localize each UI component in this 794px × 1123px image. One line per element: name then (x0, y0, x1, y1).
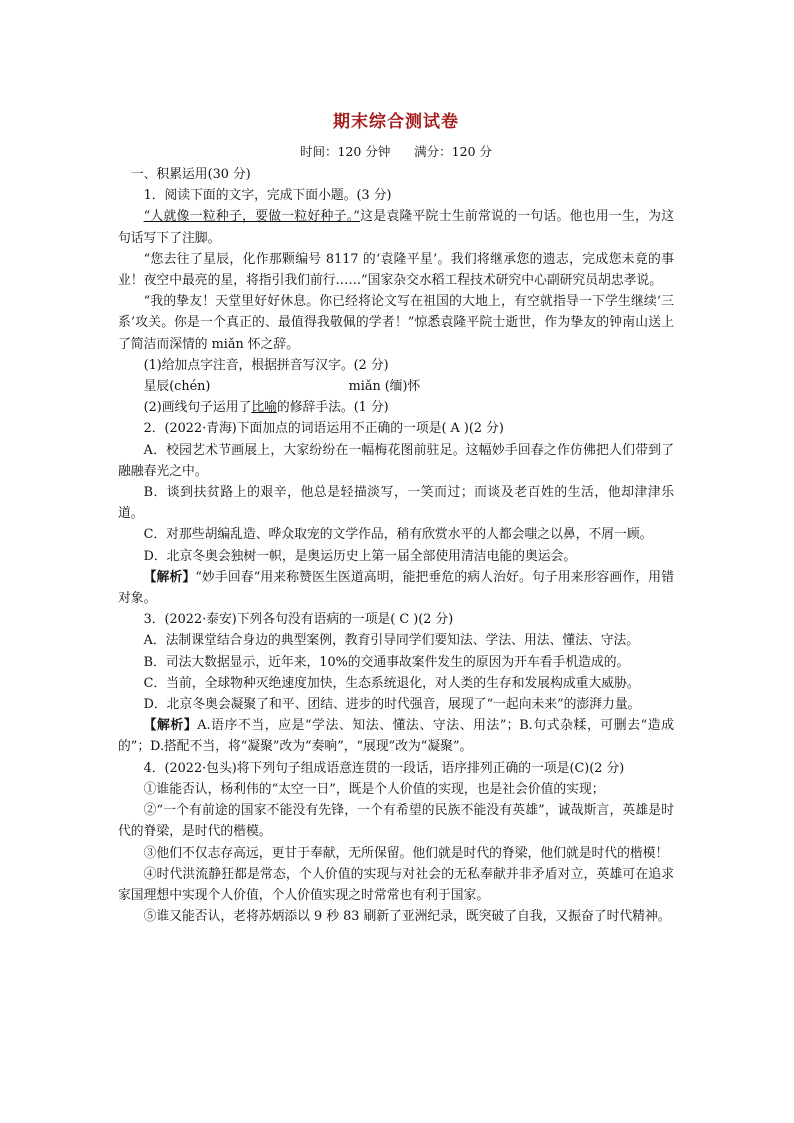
analysis-text: “妙手回春”用来称赞医生医道高明，能把垂危的病人治好。句子用来形容画作，用错对象。 (118, 569, 674, 607)
sub-question-text: (2)画线句子运用了 (143, 400, 252, 416)
underlined-sentence: “人就像一粒种子，要做一粒好种子。” (143, 209, 360, 225)
q2-option-c: C．对那些胡编乱造、哗众取宠的文学作品，稍有欣赏水平的人都会嗤之以鼻，不屑一顾。 (143, 527, 653, 543)
q2-option-a: A．校园艺术节画展上，大家纷纷在一幅梅花图前驻足。这幅妙手回春之作仿佛把人们带到了融融春光之中。 (118, 442, 674, 479)
q3-option-b: B．司法大数据显示，近年来，10%的交通事故案件发生的原因为开车看手机造成的。 (143, 654, 630, 670)
section-heading: 一、积累运用(30 分) (130, 167, 251, 182)
analysis-label: 【解析】 (143, 718, 198, 734)
q1-sub-question-1: (1)给加点字注音，根据拼音写汉字。(2 分) (143, 357, 389, 373)
q1-sub-answers (118, 376, 674, 397)
exam-meta (118, 142, 674, 160)
q1-stem: 1．阅读下面的文字，完成下面小题。(3 分) (143, 188, 392, 204)
q4-sentence-1: ①谁能否认，杨利伟的“太空一日”，既是个人价值的实现，也是社会价值的实现； (143, 781, 605, 797)
q3-analysis (118, 715, 674, 757)
page-title: 期末综合测试卷 (333, 112, 459, 132)
q1-paragraph-3: “我的挚友！天堂里好好休息。你已经将论文写在祖国的大地上，有空就指导一下学生继续‘三系’攻关。你是一个真正的、最值得我敬佩的学者！”惊悉袁隆平院士逝世，作为挚友的钟南山送上了简洁而深情的 miǎn 怀之辞。 (118, 294, 674, 352)
q3-option-d: D．北京冬奥会凝聚了和平、团结、进步的时代强音，展现了“一起向未来”的澎湃力量。 (143, 697, 641, 713)
answer-chen: 星辰(chén) (143, 379, 211, 395)
q2-option-d: D．北京冬奥会独树一帜，是奥运历史上第一届全部使用清洁电能的奥运会。 (143, 548, 577, 564)
full-score: 满分：120 分 (414, 144, 493, 159)
q4-sentence-3: ③他们不仅志存高远，更甘于奉献，无所保留。他们就是时代的脊梁，他们就是时代的楷模！ (143, 845, 669, 861)
q3-stem: 3．(2022·泰安)下列各句没有语病的一项是( C )(2 分) (143, 612, 454, 628)
time-limit: 时间：120 分钟 (299, 144, 391, 159)
q1-paragraph-2: “您去往了星辰，化作那颗编号 8117 的‘袁隆平星’。我们将继承您的遗志，完成您未竟的事业！夜空中最亮的星，将指引我们前行……”国家杂交水稻工程技术研究中心副研究员胡忠孝说。 (118, 251, 674, 289)
q4-sentence-2: ②“一个有前途的国家不能没有先锋，一个有希望的民族不能没有英雄”，诚哉斯言，英雄是时代的脊梁，是时代的楷模。 (118, 803, 674, 840)
q1-paragraph-1 (118, 206, 674, 248)
answer-mian: miǎn (缅)怀 (348, 379, 421, 395)
q1-sub-question-2 (118, 397, 674, 418)
q4-sentence-5: ⑤谁又能否认，老将苏炳添以 9 秒 83 刷新了亚洲纪录，既突破了自我，又振奋了时代精神。 (143, 909, 671, 925)
q2-stem: 2．(2022·青海)下面加点的词语运用不正确的一项是( A )(2 分) (143, 421, 504, 437)
q4-stem: 4．(2022·包头)将下列句子组成语意连贯的一段话，语序排列正确的一项是(C)(2 分) (143, 760, 625, 776)
q2-option-b: B．谈到扶贫路上的艰辛，他总是轻描淡写，一笑而过；而谈及老百姓的生活，他却津津乐道。 (118, 485, 674, 522)
analysis-text: A.语序不当，应是“学法、知法、懂法、守法、用法”；B.句式杂糅，可删去“造成的”；D.搭配不当，将“凝聚”改为“奏响”，“展现”改为“凝聚”。 (118, 718, 674, 755)
q3-option-a: A．法制课堂结合身边的典型案例，教育引导同学们要知法、学法、用法、懂法、守法。 (143, 633, 640, 649)
exam-page (118, 100, 674, 927)
answer-metaphor: 比喻 (251, 400, 277, 416)
paragraph-text: 这是袁隆平院士生前常说的一句话。他也用一生，为这句话写下了注脚。 (118, 209, 675, 246)
q4-sentence-4: ④时代洪流静狂都是常态，个人价值的实现与对社会的无私奉献并非矛盾对立，英雄可在追求家国理想中实现个人价值，个人价值实现之时常常也有利于国家。 (118, 866, 674, 903)
sub-question-text: 的修辞手法。(1 分) (276, 400, 389, 416)
analysis-label: 【解析】 (143, 569, 196, 585)
q3-option-c: C．当前，全球物种灭绝速度加快，生态系统退化，对人类的生存和发展构成重大威胁。 (143, 675, 640, 691)
q2-analysis (118, 567, 674, 609)
